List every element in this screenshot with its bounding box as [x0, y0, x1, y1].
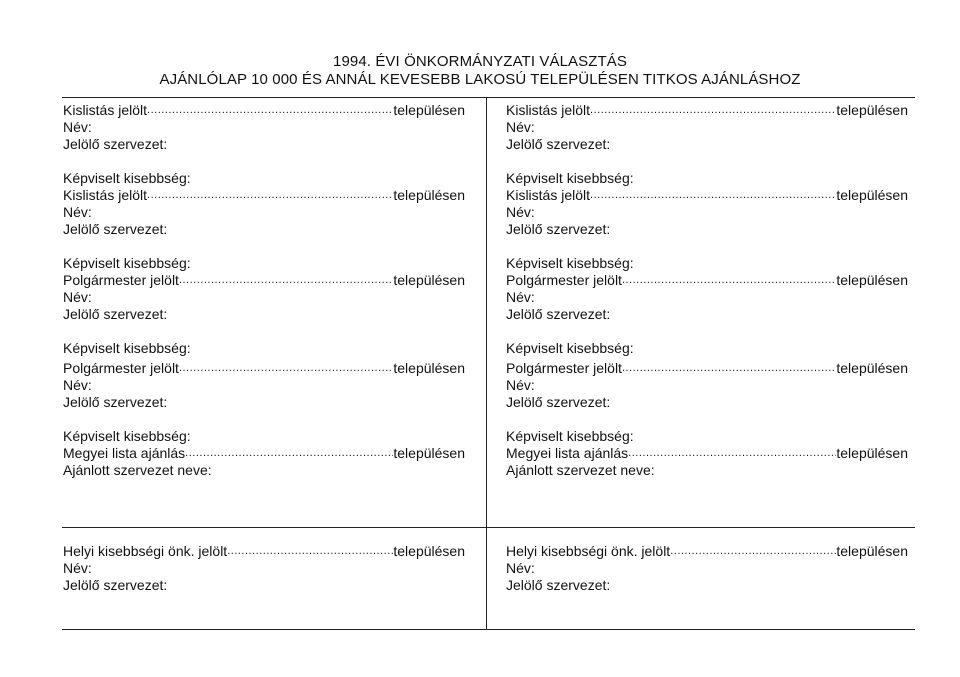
dot-leader[interactable] [227, 543, 393, 560]
telepulesen-label: településen [393, 102, 465, 118]
kislistas-label: Kislistás jelölt [506, 187, 591, 203]
telepulesen-label: településen [836, 272, 908, 288]
telepulesen-label: településen [393, 360, 465, 376]
bottom-column-divider [486, 527, 487, 630]
nev-field[interactable]: Név: [506, 204, 535, 220]
nev-field[interactable]: Név: [63, 119, 92, 135]
telepulesen-label: településen [393, 187, 465, 203]
telepulesen-label: településen [393, 543, 465, 559]
telepulesen-label: településen [836, 445, 908, 461]
polgarmester-row-2 [506, 360, 908, 377]
jelolo-field[interactable]: Jelölő szervezet: [506, 136, 611, 152]
telepulesen-label: településen [836, 187, 908, 203]
telepulesen-label: településen [836, 360, 908, 376]
kepviselt-field[interactable]: Képviselt kisebbség: [506, 170, 634, 186]
telepulesen-label: településen [393, 445, 465, 461]
polgarmester-label: Polgármester jelölt [506, 272, 622, 288]
kepviselt-field[interactable]: Képviselt kisebbség: [63, 340, 191, 356]
kislistas-row-2 [63, 187, 465, 204]
form-title: 1994. ÉVI ÖNKORMÁNYZATI VÁLASZTÁS [333, 53, 627, 70]
jelolo-field[interactable]: Jelölő szervezet: [506, 394, 611, 410]
polgarmester-label: Polgármester jelölt [63, 360, 179, 376]
ajanlott-field[interactable]: Ajánlott szervezet neve: [506, 462, 655, 478]
jelolo-field[interactable]: Jelölő szervezet: [506, 306, 611, 322]
jelolo-field[interactable]: Jelölő szervezet: [506, 221, 611, 237]
helyi-label: Helyi kisebbségi önk. jelölt [506, 543, 671, 559]
ajanlott-field[interactable]: Ajánlott szervezet neve: [63, 462, 212, 478]
nev-field[interactable]: Név: [506, 119, 535, 135]
kislistas-label: Kislistás jelölt [63, 187, 148, 203]
kislistas-label: Kislistás jelölt [63, 102, 148, 118]
megyei-row [63, 445, 465, 462]
dot-leader[interactable] [185, 445, 393, 462]
helyi-row [506, 543, 908, 560]
helyi-right [506, 543, 908, 594]
polgarmester-row-2 [63, 360, 465, 377]
telepulesen-label: településen [836, 543, 908, 559]
helyi-left [63, 543, 465, 594]
nev-field[interactable]: Név: [63, 204, 92, 220]
dot-leader[interactable] [622, 272, 836, 289]
jelolo-field[interactable]: Jelölő szervezet: [63, 306, 168, 322]
nev-field[interactable]: Név: [506, 560, 535, 576]
polgarmester-label: Polgármester jelölt [63, 272, 179, 288]
nev-field[interactable]: Név: [63, 289, 92, 305]
kepviselt-field[interactable]: Képviselt kisebbség: [63, 428, 191, 444]
dot-leader[interactable] [590, 102, 836, 119]
polgarmester-row-1 [63, 272, 465, 289]
jelolo-field[interactable]: Jelölő szervezet: [63, 136, 168, 152]
kepviselt-field[interactable]: Képviselt kisebbség: [63, 255, 191, 271]
nev-field[interactable]: Név: [63, 560, 92, 576]
top-rule [62, 97, 915, 98]
kislistas-row-1 [506, 102, 908, 119]
kepviselt-field[interactable]: Képviselt kisebbség: [63, 170, 191, 186]
kislistas-row-2 [506, 187, 908, 204]
column-divider [486, 97, 487, 528]
form-subtitle: AJÁNLÓLAP 10 000 ÉS ANNÁL KEVESEBB LAKOSÚ TELEPÜLÉSEN TITKOS AJÁNLÁSHOZ [159, 71, 801, 88]
section-rule [62, 527, 915, 528]
jelolo-field[interactable]: Jelölő szervezet: [63, 577, 168, 593]
kislistas-row-1 [63, 102, 465, 119]
nev-field[interactable]: Név: [506, 289, 535, 305]
bottom-rule [62, 629, 915, 630]
polgarmester-row-1 [506, 272, 908, 289]
megyei-label: Megyei lista ajánlás [63, 445, 186, 461]
dot-leader[interactable] [179, 360, 393, 377]
jelolo-field[interactable]: Jelölő szervezet: [63, 221, 168, 237]
dot-leader[interactable] [590, 187, 836, 204]
right-column [506, 102, 908, 479]
dot-leader[interactable] [147, 102, 393, 119]
jelolo-field[interactable]: Jelölő szervezet: [63, 394, 168, 410]
polgarmester-label: Polgármester jelölt [506, 360, 622, 376]
telepulesen-label: településen [393, 272, 465, 288]
megyei-label: Megyei lista ajánlás [506, 445, 629, 461]
dot-leader[interactable] [670, 543, 836, 560]
dot-leader[interactable] [147, 187, 393, 204]
jelolo-field[interactable]: Jelölő szervezet: [506, 577, 611, 593]
dot-leader[interactable] [179, 272, 393, 289]
kepviselt-field[interactable]: Képviselt kisebbség: [506, 340, 634, 356]
dot-leader[interactable] [622, 360, 836, 377]
left-column [63, 102, 465, 479]
nev-field[interactable]: Név: [63, 377, 92, 393]
kepviselt-field[interactable]: Képviselt kisebbség: [506, 255, 634, 271]
telepulesen-label: településen [836, 102, 908, 118]
nev-field[interactable]: Név: [506, 377, 535, 393]
helyi-label: Helyi kisebbségi önk. jelölt [63, 543, 228, 559]
helyi-row [63, 543, 465, 560]
kislistas-label: Kislistás jelölt [506, 102, 591, 118]
dot-leader[interactable] [628, 445, 836, 462]
kepviselt-field[interactable]: Képviselt kisebbség: [506, 428, 634, 444]
megyei-row [506, 445, 908, 462]
